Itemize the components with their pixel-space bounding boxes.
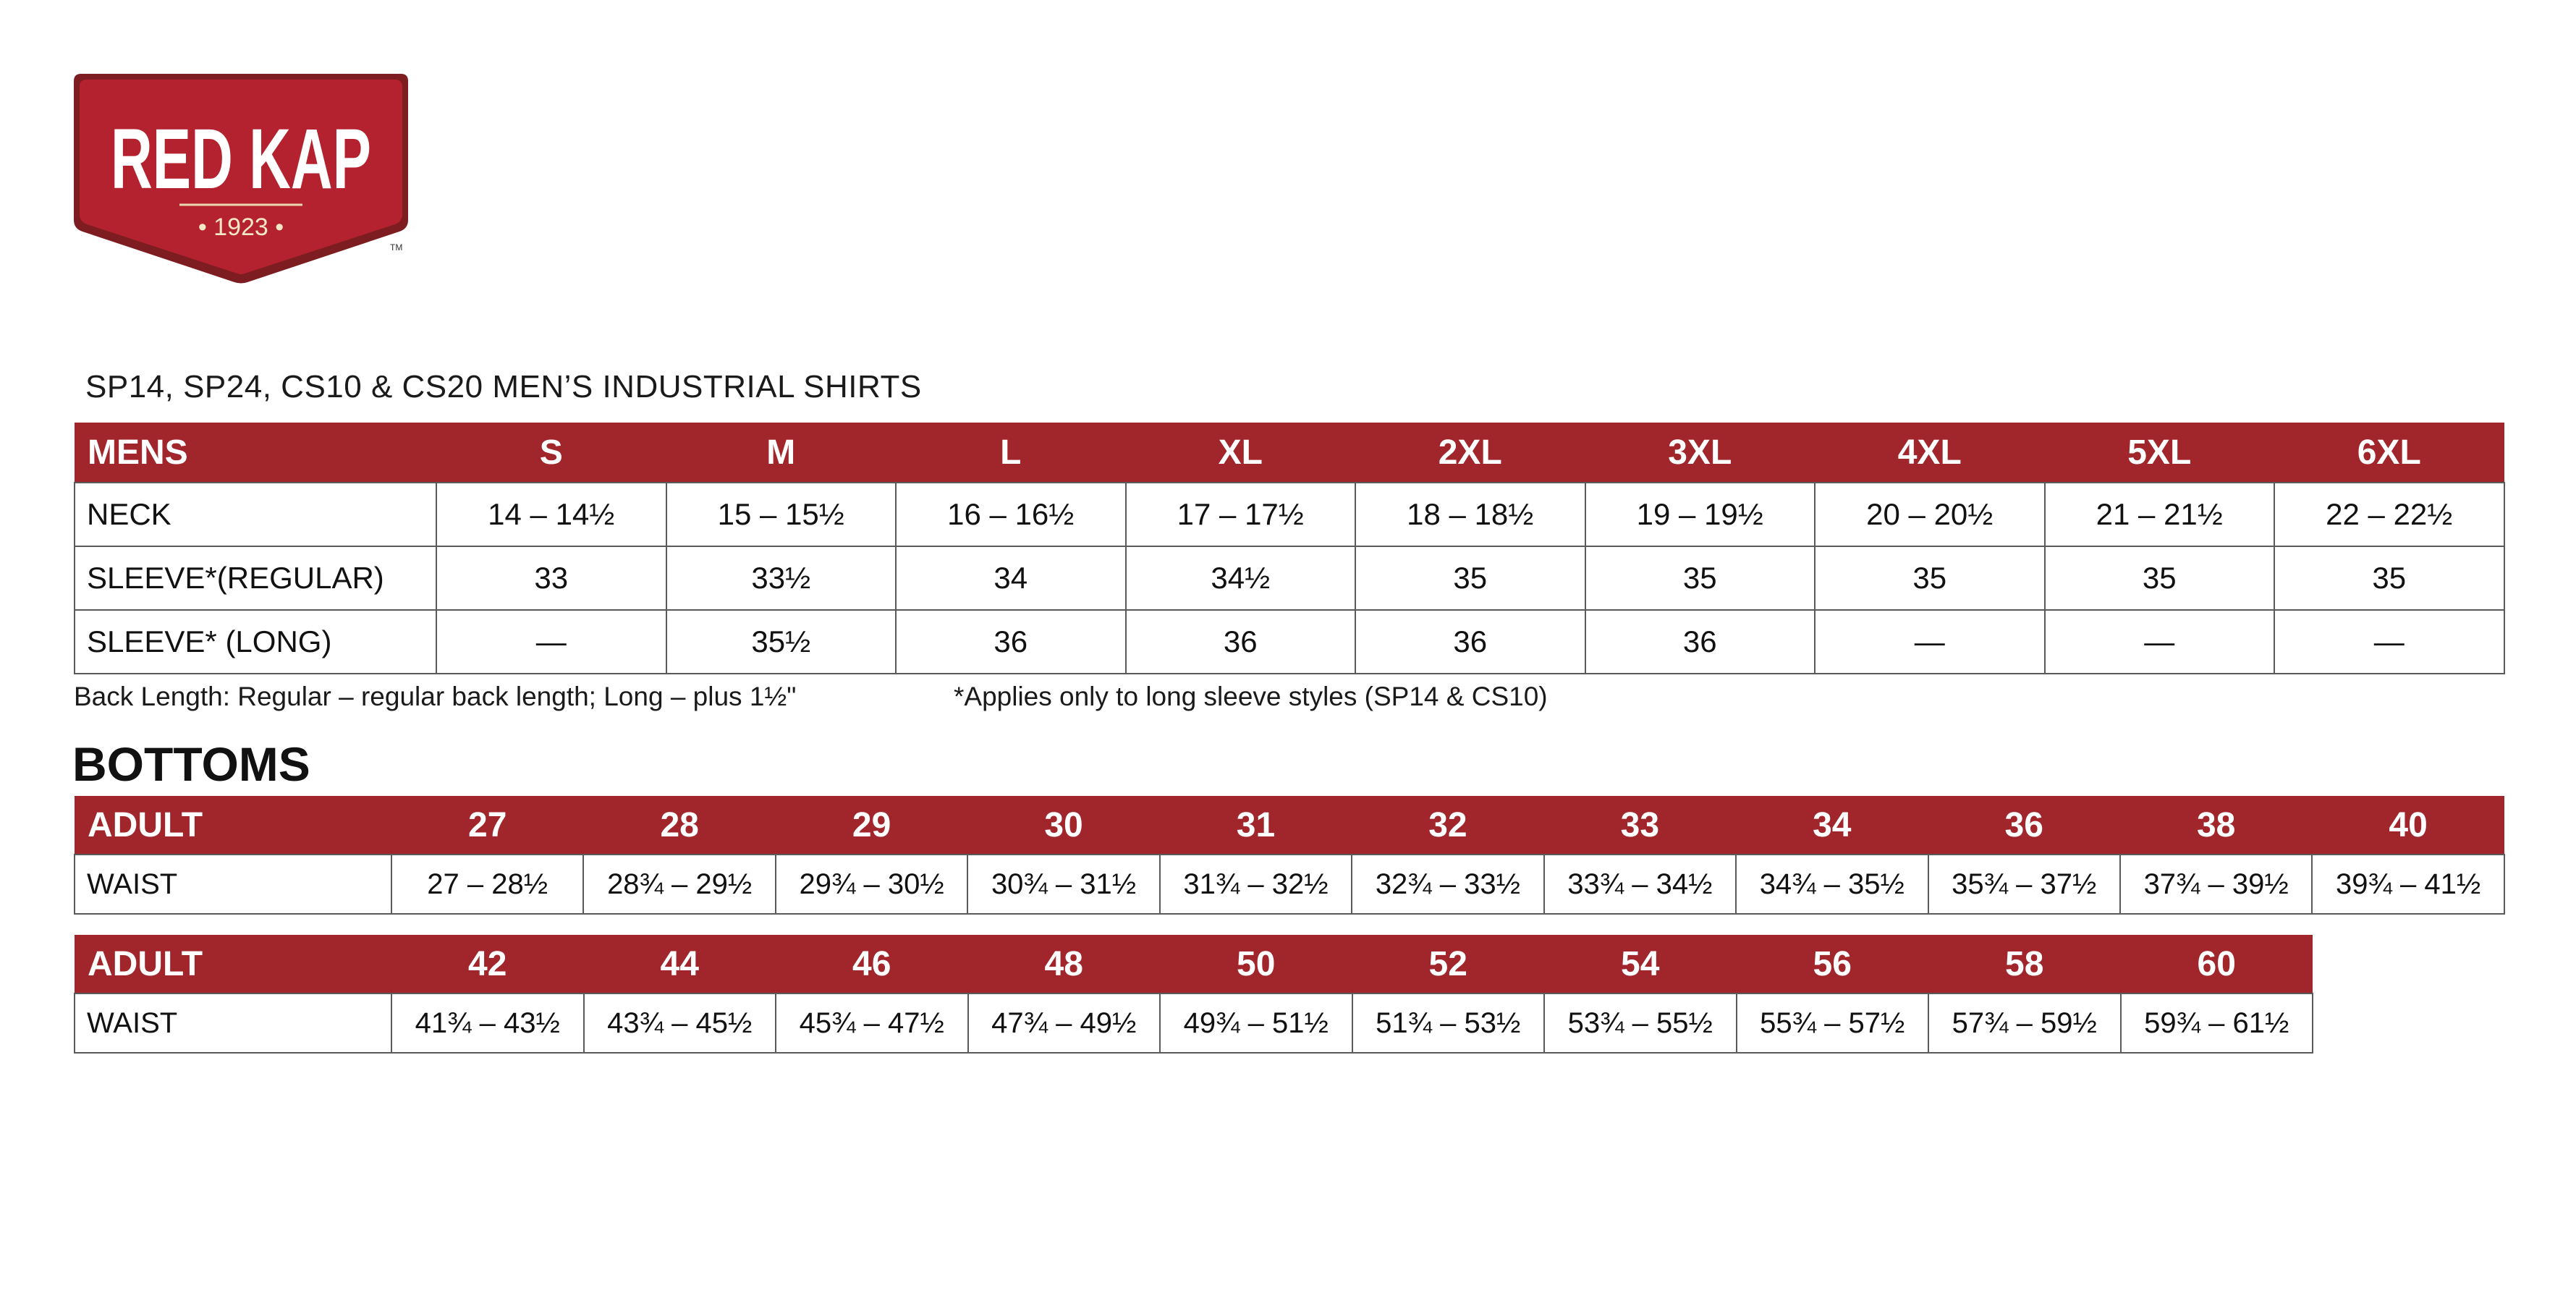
- table-row: [75, 546, 2504, 610]
- table-cell: 59¾ – 61½: [2121, 993, 2313, 1053]
- shirts-header-cell: S: [436, 423, 666, 483]
- table-cell: 35: [1585, 546, 1816, 610]
- table-cell: 34: [896, 546, 1126, 610]
- row-label: NECK: [75, 483, 436, 546]
- shirts-header-cell: 2XL: [1355, 423, 1585, 483]
- bottoms-header-row: [75, 935, 2313, 993]
- bottoms-header-cell: 40: [2312, 796, 2504, 855]
- table-cell: 33¾ – 34½: [1544, 855, 1736, 914]
- table-cell: 31¾ – 32½: [1160, 855, 1352, 914]
- bottoms-header-cell: 34: [1736, 796, 1928, 855]
- table-row: [75, 855, 2504, 914]
- bottoms-header-cell: 60: [2121, 935, 2313, 993]
- table-cell: 22 – 22½: [2274, 483, 2504, 546]
- bottoms-header-cell: 32: [1352, 796, 1543, 855]
- bottoms-header-cell: 28: [583, 796, 775, 855]
- logo-tm-text: TM: [390, 242, 403, 253]
- red-kap-logo: [71, 71, 411, 288]
- bottoms-header-cell: 33: [1544, 796, 1736, 855]
- bottoms-header-cell: 36: [1928, 796, 2120, 855]
- table-cell: 43¾ – 45½: [584, 993, 776, 1053]
- shirts-header-cell: 4XL: [1815, 423, 2045, 483]
- table-cell: 17 – 17½: [1126, 483, 1356, 546]
- table-cell: 32¾ – 33½: [1352, 855, 1543, 914]
- shirts-header-cell: XL: [1126, 423, 1356, 483]
- table-cell: 18 – 18½: [1355, 483, 1585, 546]
- bottoms-header-cell: 27: [391, 796, 583, 855]
- shirts-header-cell: 5XL: [2045, 423, 2275, 483]
- table-cell: —: [436, 610, 666, 674]
- shirts-header-cell: 6XL: [2274, 423, 2504, 483]
- shirts-header-row: [75, 423, 2504, 483]
- table-cell: 19 – 19½: [1585, 483, 1816, 546]
- table-cell: —: [1815, 610, 2045, 674]
- table-cell: 30¾ – 31½: [967, 855, 1159, 914]
- table-cell: 45¾ – 47½: [776, 993, 968, 1053]
- bottoms-header-cell: 30: [967, 796, 1159, 855]
- shirts-header-cell: M: [666, 423, 897, 483]
- table-cell: 27 – 28½: [391, 855, 583, 914]
- shirts-header-cell: L: [896, 423, 1126, 483]
- shirts-header-cell: MENS: [75, 423, 436, 483]
- bottoms-header-cell: 58: [1928, 935, 2121, 993]
- table-cell: 36: [1126, 610, 1356, 674]
- shirts-size-table: [74, 423, 2505, 674]
- bottoms-size-table-2: [74, 935, 2313, 1054]
- table-cell: 47¾ – 49½: [968, 993, 1161, 1053]
- bottoms-header-cell: ADULT: [75, 935, 391, 993]
- logo-year-text: • 1923 •: [198, 213, 284, 241]
- table-cell: 57¾ – 59½: [1928, 993, 2121, 1053]
- table-cell: 53¾ – 55½: [1544, 993, 1737, 1053]
- bottoms-header-cell: 48: [968, 935, 1161, 993]
- table-cell: 33: [436, 546, 666, 610]
- table-cell: 39¾ – 41½: [2312, 855, 2504, 914]
- bottoms-header-cell: 38: [2120, 796, 2312, 855]
- table-cell: 28¾ – 29½: [583, 855, 775, 914]
- table-cell: 51¾ – 53½: [1352, 993, 1545, 1053]
- table-cell: 35: [2045, 546, 2275, 610]
- shirts-title: SP14, SP24, CS10 & CS20 MEN’S INDUSTRIAL SHIRTS: [85, 369, 922, 404]
- table-cell: 29¾ – 30½: [776, 855, 967, 914]
- table-cell: 33½: [666, 546, 897, 610]
- bottoms-heading: BOTTOMS: [72, 737, 310, 791]
- table-cell: 14 – 14½: [436, 483, 666, 546]
- bottoms-header-cell: 44: [584, 935, 776, 993]
- table-cell: 37¾ – 39½: [2120, 855, 2312, 914]
- bottoms-header-cell: 56: [1737, 935, 1929, 993]
- bottoms-header-cell: 29: [776, 796, 967, 855]
- back-length-note: Back Length: Regular – regular back length; Long – plus 1½": [74, 682, 797, 711]
- table-cell: 49¾ – 51½: [1160, 993, 1352, 1053]
- bottoms-header-cell: 52: [1352, 935, 1545, 993]
- table-cell: —: [2274, 610, 2504, 674]
- table-cell: 35: [1815, 546, 2045, 610]
- row-label: SLEEVE*(REGULAR): [75, 546, 436, 610]
- row-label: WAIST: [75, 855, 391, 914]
- bottoms-size-table-1: [74, 796, 2505, 915]
- table-cell: 15 – 15½: [666, 483, 897, 546]
- table-cell: 55¾ – 57½: [1737, 993, 1929, 1053]
- table-cell: 35: [2274, 546, 2504, 610]
- table-cell: 20 – 20½: [1815, 483, 2045, 546]
- table-row: [75, 610, 2504, 674]
- row-label: SLEEVE* (LONG): [75, 610, 436, 674]
- table-cell: 16 – 16½: [896, 483, 1126, 546]
- bottoms-header-cell: 42: [391, 935, 584, 993]
- table-row: [75, 993, 2313, 1053]
- table-cell: 36: [1355, 610, 1585, 674]
- bottoms-header-cell: ADULT: [75, 796, 391, 855]
- table-row: [75, 483, 2504, 546]
- bottoms-header-cell: 31: [1160, 796, 1352, 855]
- bottoms-header-cell: 54: [1544, 935, 1737, 993]
- table-cell: —: [2045, 610, 2275, 674]
- bottoms-header-cell: 50: [1160, 935, 1352, 993]
- table-cell: 35: [1355, 546, 1585, 610]
- table-cell: 35½: [666, 610, 897, 674]
- table-cell: 36: [896, 610, 1126, 674]
- bottoms-header-cell: 46: [776, 935, 968, 993]
- table-cell: 35¾ – 37½: [1928, 855, 2120, 914]
- table-cell: 36: [1585, 610, 1816, 674]
- logo-brand-text: RED KAP: [111, 111, 371, 207]
- table-cell: 41¾ – 43½: [391, 993, 584, 1053]
- table-cell: 21 – 21½: [2045, 483, 2275, 546]
- shirts-header-cell: 3XL: [1585, 423, 1816, 483]
- table-cell: 34½: [1126, 546, 1356, 610]
- sleeve-footnote: *Applies only to long sleeve styles (SP14 & CS10): [954, 682, 1548, 711]
- table-cell: 34¾ – 35½: [1736, 855, 1928, 914]
- row-label: WAIST: [75, 993, 391, 1053]
- bottoms-header-row: [75, 796, 2504, 855]
